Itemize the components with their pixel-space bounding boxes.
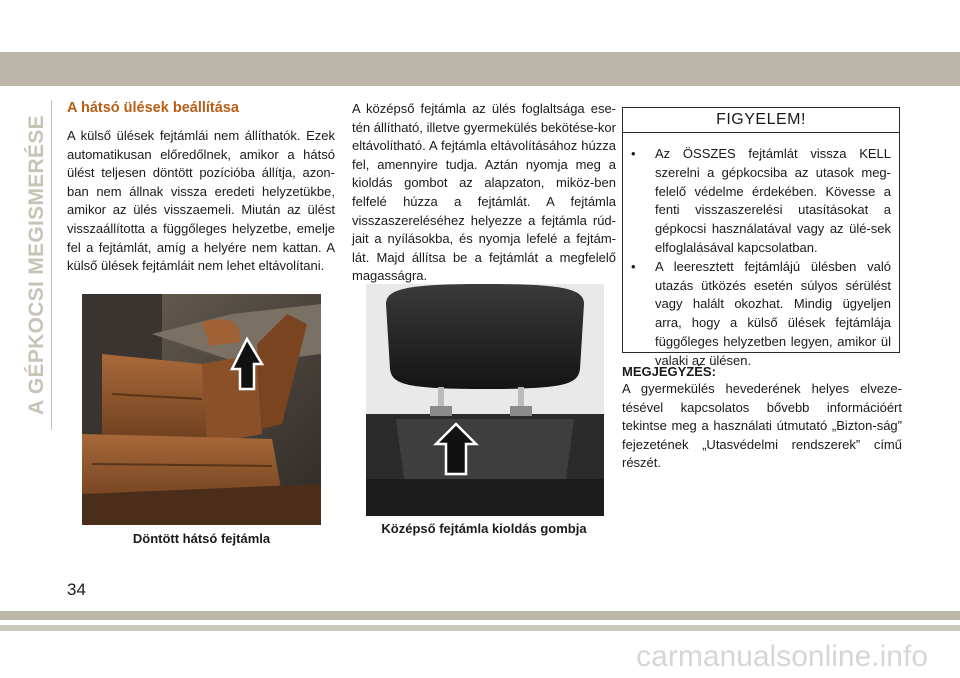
footer-band [0,611,960,620]
note-text: A gyermekülés hevederének helyes elveze-tésével kapcsolatos bővebb információért tekintse meg a használati útmutató „Bizton-ság” fejezetének „Utasvédelmi rendszerek” című részét. [622,381,902,471]
section-heading: A hátsó ülések beállítása [67,100,239,116]
side-tab-divider [51,100,52,430]
left-column [67,100,335,276]
page-number: 34 [67,580,86,599]
warning-item: • Az ÖSSZES fejtámlát vissza KELL szerelni a gépkocsiba az utasok meg-felelő védelme érdekében. Kövesse a fenti visszaszerelési utasításokat a gépkocsi használatával vagy az ülé-sek elfoglalásával kapcsolatban. [631,145,891,258]
header-band [0,52,960,86]
middle-paragraph: A középső fejtámla az ülés foglaltsága ese-tén állítható, illetve gyermekülés bekötése-kor eltávolítható. A fejtámla eltávolításához húzza fel, amennyire tudja. Aztán nyomja meg a kioldás gombot az alapzaton, miköz-ben felfelé húzza a fejtámlát. A fejtámla visszaszereléséhez helyezze a fejtámla rúd-jait a nyílásokba, és nyomja lefelé a fejtám-lát. Majd állítsa be a fejtámlát a megfelelő magasságra. [352,101,616,284]
center-headrest-illustration [366,284,604,516]
left-figure-caption: Döntött hátsó fejtámla [132,531,271,546]
right-figure-caption: Középső fejtámla kioldás gombja [381,521,587,536]
side-tab [24,100,50,430]
note-block [622,363,902,473]
note-title: MEGJEGYZÉS: [622,364,716,379]
warning-item: • A leeresztett fejtámlájú ülésben való utazás ütközés esetén súlyos sérülést vagy halált okozhat. Mindig ügyeljen arra, hogy a külső ülések fejtámlája függőleges helyzetben legyen, amikor ül valaki az ülésen. [631,258,891,371]
rear-seat-photo [82,294,321,525]
left-paragraph: A külső ülések fejtámlái nem állíthatók. Ezek automatikusan előredőlnek, amikor a hátsó ülést teljesen döntött pozícióba állítja, azon-ban nem állnak vissza eredeti helyzetükbe, amikor az ülés visszaemeli. Miután az ülést visszaállította a függőleges helyzetbe, emelje fel a fejtámlát, amíg a helyére nem kattan. A külső ülések fejtámláit nem lehet eltávolítani. [67,128,335,274]
footer-band-thin [0,625,960,631]
warning-title: FIGYELEM! [623,108,899,133]
watermark: carmanualsonline.info [636,640,928,673]
center-headrest-photo [366,284,604,516]
warning-box [622,107,900,368]
rear-seat-illustration [82,294,321,525]
side-tab-label: A GÉPKOCSI MEGISMERÉSE [25,115,48,415]
warning-list [623,133,899,371]
middle-column [352,100,616,286]
